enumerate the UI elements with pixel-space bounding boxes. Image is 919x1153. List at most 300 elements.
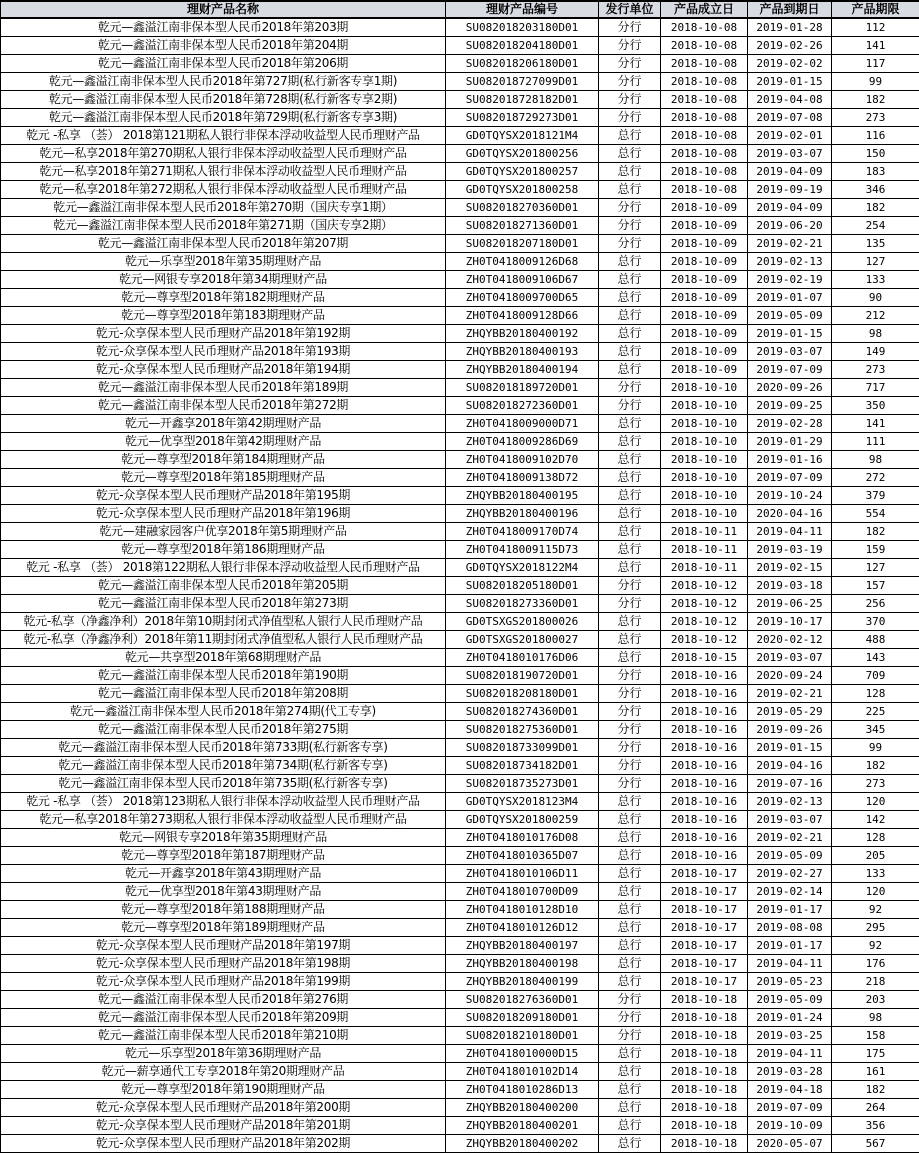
start-date-cell: 2018-10-18 — [661, 1009, 748, 1027]
product-code-cell: ZHQYBB20180400194 — [446, 361, 599, 379]
product-code-cell: SU082018204180D01 — [446, 37, 599, 55]
product-code-cell: ZH0T0418009106D67 — [446, 271, 599, 289]
product-name-cell: 乾元—鑫溢江南非保本型人民币2018年第204期 — [1, 37, 446, 55]
term-cell: 175 — [832, 1045, 919, 1063]
term-cell: 717 — [832, 379, 919, 397]
table-row — [1, 523, 919, 541]
table-row — [1, 145, 919, 163]
maturity-date-cell: 2019-02-21 — [748, 235, 832, 253]
issuer-cell: 分行 — [599, 577, 661, 595]
start-date-cell: 2018-10-08 — [661, 109, 748, 127]
term-cell: 99 — [832, 739, 919, 757]
maturity-date-cell: 2019-01-15 — [748, 325, 832, 343]
product-name-cell: 乾元—鑫溢江南非保本型人民币2018年第276期 — [1, 991, 446, 1009]
start-date-cell: 2018-10-11 — [661, 541, 748, 559]
table-row — [1, 199, 919, 217]
term-cell: 356 — [832, 1117, 919, 1135]
product-code-cell: ZH0T0418010128D10 — [446, 901, 599, 919]
table-row — [1, 397, 919, 415]
product-name-cell: 乾元—鑫溢江南非保本型人民币2018年第271期（国庆专享2期） — [1, 217, 446, 235]
table-row — [1, 181, 919, 199]
table-row — [1, 433, 919, 451]
issuer-cell: 分行 — [599, 703, 661, 721]
table-row — [1, 991, 919, 1009]
start-date-cell: 2018-10-08 — [661, 181, 748, 199]
issuer-cell: 分行 — [599, 379, 661, 397]
term-cell: 112 — [832, 18, 919, 37]
issuer-cell: 分行 — [599, 18, 661, 37]
table-row — [1, 361, 919, 379]
issuer-cell: 总行 — [599, 631, 661, 649]
issuer-cell: 总行 — [599, 1081, 661, 1099]
term-cell: 295 — [832, 919, 919, 937]
issuer-cell: 总行 — [599, 1135, 661, 1153]
issuer-cell: 分行 — [599, 1027, 661, 1045]
issuer-cell: 总行 — [599, 901, 661, 919]
start-date-cell: 2018-10-18 — [661, 991, 748, 1009]
issuer-cell: 总行 — [599, 919, 661, 937]
issuer-cell: 总行 — [599, 541, 661, 559]
start-date-cell: 2018-10-16 — [661, 847, 748, 865]
product-code-cell: ZHQYBB20180400202 — [446, 1135, 599, 1153]
issuer-cell: 分行 — [599, 109, 661, 127]
start-date-cell: 2018-10-08 — [661, 91, 748, 109]
product-name-cell: 乾元-众享保本型人民币理财产品2018年第194期 — [1, 361, 446, 379]
product-code-cell: ZHQYBB20180400197 — [446, 937, 599, 955]
start-date-cell: 2018-10-09 — [661, 343, 748, 361]
issuer-cell: 总行 — [599, 1045, 661, 1063]
product-name-cell: 乾元—尊享型2018年第183期理财产品 — [1, 307, 446, 325]
product-name-cell: 乾元—优享型2018年第43期理财产品 — [1, 883, 446, 901]
maturity-date-cell: 2019-03-28 — [748, 1063, 832, 1081]
product-code-cell: ZHQYBB20180400198 — [446, 955, 599, 973]
maturity-date-cell: 2020-04-16 — [748, 505, 832, 523]
product-code-cell: SU082018273360D01 — [446, 595, 599, 613]
start-date-cell: 2018-10-16 — [661, 829, 748, 847]
maturity-date-cell: 2019-03-07 — [748, 649, 832, 667]
issuer-cell: 总行 — [599, 415, 661, 433]
issuer-cell: 分行 — [599, 685, 661, 703]
table-row — [1, 109, 919, 127]
term-cell: 120 — [832, 793, 919, 811]
product-name-cell: 乾元—尊享型2018年第184期理财产品 — [1, 451, 446, 469]
product-code-cell: SU082018206180D01 — [446, 55, 599, 73]
product-name-cell: 乾元—鑫溢江南非保本型人民币2018年第189期 — [1, 379, 446, 397]
maturity-date-cell: 2019-01-17 — [748, 937, 832, 955]
table-row — [1, 271, 919, 289]
maturity-date-cell: 2019-04-09 — [748, 199, 832, 217]
term-cell: 345 — [832, 721, 919, 739]
maturity-date-cell: 2019-10-17 — [748, 613, 832, 631]
product-code-cell: ZH0T0418009000D71 — [446, 415, 599, 433]
maturity-date-cell: 2019-05-09 — [748, 307, 832, 325]
product-code-cell: SU082018275360D01 — [446, 721, 599, 739]
maturity-date-cell: 2020-09-24 — [748, 667, 832, 685]
table-row — [1, 415, 919, 433]
start-date-cell: 2018-10-09 — [661, 361, 748, 379]
table-row — [1, 703, 919, 721]
start-date-cell: 2018-10-18 — [661, 1099, 748, 1117]
term-cell: 554 — [832, 505, 919, 523]
maturity-date-cell: 2019-07-09 — [748, 361, 832, 379]
start-date-cell: 2018-10-10 — [661, 415, 748, 433]
product-name-cell: 乾元—尊享型2018年第186期理财产品 — [1, 541, 446, 559]
term-cell: 488 — [832, 631, 919, 649]
product-name-cell: 乾元 -私享 （荟） 2018第122期私人银行非保本浮动收益型人民币理财产品 — [1, 559, 446, 577]
start-date-cell: 2018-10-11 — [661, 559, 748, 577]
maturity-date-cell: 2019-10-24 — [748, 487, 832, 505]
table-row — [1, 343, 919, 361]
term-cell: 182 — [832, 1081, 919, 1099]
start-date-cell: 2018-10-15 — [661, 649, 748, 667]
term-cell: 350 — [832, 397, 919, 415]
term-cell: 182 — [832, 523, 919, 541]
product-code-cell: ZHQYBB20180400193 — [446, 343, 599, 361]
product-name-cell: 乾元-众享保本型人民币理财产品2018年第202期 — [1, 1135, 446, 1153]
start-date-cell: 2018-10-17 — [661, 955, 748, 973]
product-name-cell: 乾元-众享保本型人民币理财产品2018年第200期 — [1, 1099, 446, 1117]
maturity-date-cell: 2019-02-28 — [748, 415, 832, 433]
product-name-cell: 乾元—鑫溢江南非保本型人民币2018年第272期 — [1, 397, 446, 415]
product-code-cell: GD0TQYSX201800258 — [446, 181, 599, 199]
column-header-start-date: 产品成立日 — [661, 1, 748, 18]
maturity-date-cell: 2019-09-26 — [748, 721, 832, 739]
product-name-cell: 乾元—鑫溢江南非保本型人民币2018年第733期(私行新客专享) — [1, 739, 446, 757]
table-row — [1, 919, 919, 937]
issuer-cell: 分行 — [599, 217, 661, 235]
maturity-date-cell: 2019-02-26 — [748, 37, 832, 55]
maturity-date-cell: 2019-06-25 — [748, 595, 832, 613]
table-row — [1, 451, 919, 469]
term-cell: 273 — [832, 775, 919, 793]
issuer-cell: 总行 — [599, 127, 661, 145]
product-name-cell: 乾元—鑫溢江南非保本型人民币2018年第209期 — [1, 1009, 446, 1027]
term-cell: 116 — [832, 127, 919, 145]
product-name-cell: 乾元-众享保本型人民币理财产品2018年第198期 — [1, 955, 446, 973]
table-row — [1, 1027, 919, 1045]
start-date-cell: 2018-10-10 — [661, 397, 748, 415]
table-row — [1, 487, 919, 505]
start-date-cell: 2018-10-16 — [661, 703, 748, 721]
table-row — [1, 865, 919, 883]
issuer-cell: 分行 — [599, 73, 661, 91]
issuer-cell: 总行 — [599, 253, 661, 271]
term-cell: 150 — [832, 145, 919, 163]
table-row — [1, 505, 919, 523]
start-date-cell: 2018-10-08 — [661, 37, 748, 55]
table-row — [1, 163, 919, 181]
term-cell: 142 — [832, 811, 919, 829]
start-date-cell: 2018-10-09 — [661, 253, 748, 271]
product-code-cell: ZH0T0418009126D68 — [446, 253, 599, 271]
product-name-cell: 乾元—开鑫享2018年第43期理财产品 — [1, 865, 446, 883]
start-date-cell: 2018-10-10 — [661, 469, 748, 487]
issuer-cell: 总行 — [599, 1099, 661, 1117]
term-cell: 117 — [832, 55, 919, 73]
table-row — [1, 883, 919, 901]
start-date-cell: 2018-10-18 — [661, 1063, 748, 1081]
issuer-cell: 总行 — [599, 865, 661, 883]
maturity-date-cell: 2019-01-16 — [748, 451, 832, 469]
maturity-date-cell: 2019-01-24 — [748, 1009, 832, 1027]
maturity-date-cell: 2019-01-15 — [748, 739, 832, 757]
table-header — [1, 1, 919, 18]
start-date-cell: 2018-10-16 — [661, 739, 748, 757]
start-date-cell: 2018-10-09 — [661, 199, 748, 217]
product-name-cell: 乾元-众享保本型人民币理财产品2018年第192期 — [1, 325, 446, 343]
start-date-cell: 2018-10-08 — [661, 18, 748, 37]
table-row — [1, 127, 919, 145]
issuer-cell: 总行 — [599, 325, 661, 343]
product-name-cell: 乾元—尊享型2018年第185期理财产品 — [1, 469, 446, 487]
start-date-cell: 2018-10-10 — [661, 433, 748, 451]
term-cell: 256 — [832, 595, 919, 613]
product-code-cell: ZH0T0418010000D15 — [446, 1045, 599, 1063]
product-code-cell: SU082018735273D01 — [446, 775, 599, 793]
table-row — [1, 289, 919, 307]
product-code-cell: GD0TSXGS201800027 — [446, 631, 599, 649]
table-row — [1, 829, 919, 847]
column-header-issuer: 发行单位 — [599, 1, 661, 18]
table-row — [1, 847, 919, 865]
product-name-cell: 乾元—尊享型2018年第182期理财产品 — [1, 289, 446, 307]
product-code-cell: SU082018276360D01 — [446, 991, 599, 1009]
term-cell: 127 — [832, 559, 919, 577]
issuer-cell: 总行 — [599, 505, 661, 523]
product-name-cell: 乾元—鑫溢江南非保本型人民币2018年第205期 — [1, 577, 446, 595]
term-cell: 218 — [832, 973, 919, 991]
product-code-cell: ZH0T0418010365D07 — [446, 847, 599, 865]
product-code-cell: GD0TQYSX201800259 — [446, 811, 599, 829]
maturity-date-cell: 2019-05-09 — [748, 991, 832, 1009]
maturity-date-cell: 2019-04-16 — [748, 757, 832, 775]
maturity-date-cell: 2019-05-23 — [748, 973, 832, 991]
product-code-cell: SU082018727099D01 — [446, 73, 599, 91]
column-header-product-code: 理财产品编号 — [446, 1, 599, 18]
term-cell: 157 — [832, 577, 919, 595]
product-code-cell: ZHQYBB20180400196 — [446, 505, 599, 523]
issuer-cell: 总行 — [599, 829, 661, 847]
product-name-cell: 乾元—鑫溢江南非保本型人民币2018年第729期(私行新客专享3期) — [1, 109, 446, 127]
table-row — [1, 307, 919, 325]
issuer-cell: 总行 — [599, 487, 661, 505]
table-row — [1, 667, 919, 685]
issuer-cell: 总行 — [599, 271, 661, 289]
start-date-cell: 2018-10-18 — [661, 1135, 748, 1153]
table-row — [1, 1117, 919, 1135]
issuer-cell: 总行 — [599, 559, 661, 577]
table-row — [1, 649, 919, 667]
product-name-cell: 乾元—鑫溢江南非保本型人民币2018年第208期 — [1, 685, 446, 703]
maturity-date-cell: 2019-02-21 — [748, 685, 832, 703]
maturity-date-cell: 2019-10-09 — [748, 1117, 832, 1135]
start-date-cell: 2018-10-08 — [661, 145, 748, 163]
product-code-cell: ZH0T0418010700D09 — [446, 883, 599, 901]
maturity-date-cell: 2019-03-25 — [748, 1027, 832, 1045]
table-row — [1, 217, 919, 235]
table-row — [1, 973, 919, 991]
issuer-cell: 总行 — [599, 811, 661, 829]
start-date-cell: 2018-10-17 — [661, 901, 748, 919]
start-date-cell: 2018-10-18 — [661, 1081, 748, 1099]
issuer-cell: 总行 — [599, 613, 661, 631]
term-cell: 92 — [832, 901, 919, 919]
table-row — [1, 775, 919, 793]
product-code-cell: ZH0T0418010176D08 — [446, 829, 599, 847]
term-cell: 141 — [832, 37, 919, 55]
issuer-cell: 分行 — [599, 1009, 661, 1027]
product-code-cell: ZH0T0418009102D70 — [446, 451, 599, 469]
table-row — [1, 901, 919, 919]
start-date-cell: 2018-10-09 — [661, 307, 748, 325]
issuer-cell: 分行 — [599, 397, 661, 415]
maturity-date-cell: 2019-02-01 — [748, 127, 832, 145]
table-row — [1, 18, 919, 37]
maturity-date-cell: 2019-01-28 — [748, 18, 832, 37]
issuer-cell: 总行 — [599, 937, 661, 955]
maturity-date-cell: 2019-02-15 — [748, 559, 832, 577]
maturity-date-cell: 2019-04-09 — [748, 163, 832, 181]
maturity-date-cell: 2019-04-11 — [748, 1045, 832, 1063]
maturity-date-cell: 2019-09-19 — [748, 181, 832, 199]
start-date-cell: 2018-10-16 — [661, 685, 748, 703]
start-date-cell: 2018-10-10 — [661, 451, 748, 469]
table-row — [1, 613, 919, 631]
maturity-date-cell: 2019-04-11 — [748, 955, 832, 973]
product-code-cell: ZH0T0418009115D73 — [446, 541, 599, 559]
maturity-date-cell: 2019-01-29 — [748, 433, 832, 451]
maturity-date-cell: 2019-06-20 — [748, 217, 832, 235]
term-cell: 98 — [832, 451, 919, 469]
table-row — [1, 1099, 919, 1117]
term-cell: 128 — [832, 829, 919, 847]
product-code-cell: SU082018189720D01 — [446, 379, 599, 397]
table-row — [1, 1135, 919, 1153]
issuer-cell: 分行 — [599, 721, 661, 739]
product-code-cell: SU082018203180D01 — [446, 18, 599, 37]
column-header-product-name: 理财产品名称 — [1, 1, 446, 18]
maturity-date-cell: 2019-03-19 — [748, 541, 832, 559]
term-cell: 111 — [832, 433, 919, 451]
product-code-cell: SU082018733099D01 — [446, 739, 599, 757]
product-name-cell: 乾元—鑫溢江南非保本型人民币2018年第274期(代工专享) — [1, 703, 446, 721]
maturity-date-cell: 2019-08-08 — [748, 919, 832, 937]
start-date-cell: 2018-10-18 — [661, 1045, 748, 1063]
maturity-date-cell: 2019-02-27 — [748, 865, 832, 883]
maturity-date-cell: 2019-07-08 — [748, 109, 832, 127]
start-date-cell: 2018-10-10 — [661, 379, 748, 397]
term-cell: 212 — [832, 307, 919, 325]
product-name-cell: 乾元—乐享型2018年第35期理财产品 — [1, 253, 446, 271]
issuer-cell: 总行 — [599, 1063, 661, 1081]
product-code-cell: ZHQYBB20180400200 — [446, 1099, 599, 1117]
product-code-cell: ZHQYBB20180400195 — [446, 487, 599, 505]
product-name-cell: 乾元—乐享型2018年第36期理财产品 — [1, 1045, 446, 1063]
start-date-cell: 2018-10-17 — [661, 883, 748, 901]
start-date-cell: 2018-10-17 — [661, 973, 748, 991]
term-cell: 273 — [832, 109, 919, 127]
start-date-cell: 2018-10-16 — [661, 667, 748, 685]
product-name-cell: 乾元—开鑫享2018年第42期理财产品 — [1, 415, 446, 433]
term-cell: 709 — [832, 667, 919, 685]
issuer-cell: 总行 — [599, 1117, 661, 1135]
issuer-cell: 总行 — [599, 163, 661, 181]
table-row — [1, 811, 919, 829]
table-row — [1, 1009, 919, 1027]
product-code-cell: ZHQYBB20180400199 — [446, 973, 599, 991]
start-date-cell: 2018-10-17 — [661, 865, 748, 883]
issuer-cell: 分行 — [599, 37, 661, 55]
table-row — [1, 721, 919, 739]
term-cell: 567 — [832, 1135, 919, 1153]
term-cell: 183 — [832, 163, 919, 181]
maturity-date-cell: 2019-07-09 — [748, 1099, 832, 1117]
start-date-cell: 2018-10-09 — [661, 235, 748, 253]
table-row — [1, 379, 919, 397]
product-code-cell: SU082018205180D01 — [446, 577, 599, 595]
start-date-cell: 2018-10-12 — [661, 595, 748, 613]
header-row — [1, 1, 919, 18]
product-code-cell: GD0TQYSX201800257 — [446, 163, 599, 181]
product-name-cell: 乾元 -私享 （荟） 2018第121期私人银行非保本浮动收益型人民币理财产品 — [1, 127, 446, 145]
start-date-cell: 2018-10-08 — [661, 127, 748, 145]
product-name-cell: 乾元—鑫溢江南非保本型人民币2018年第734期(私行新客专享) — [1, 757, 446, 775]
maturity-date-cell: 2019-03-18 — [748, 577, 832, 595]
table-row — [1, 793, 919, 811]
product-name-cell: 乾元-众享保本型人民币理财产品2018年第195期 — [1, 487, 446, 505]
issuer-cell: 总行 — [599, 289, 661, 307]
table-row — [1, 577, 919, 595]
start-date-cell: 2018-10-18 — [661, 1117, 748, 1135]
start-date-cell: 2018-10-09 — [661, 271, 748, 289]
start-date-cell: 2018-10-09 — [661, 289, 748, 307]
table-row — [1, 955, 919, 973]
product-name-cell: 乾元—鑫溢江南非保本型人民币2018年第275期 — [1, 721, 446, 739]
start-date-cell: 2018-10-10 — [661, 487, 748, 505]
product-name-cell: 乾元—薪享通代工专享2018年第20期理财产品 — [1, 1063, 446, 1081]
issuer-cell: 总行 — [599, 955, 661, 973]
product-code-cell: ZH0T0418010102D14 — [446, 1063, 599, 1081]
product-name-cell: 乾元—鑫溢江南非保本型人民币2018年第190期 — [1, 667, 446, 685]
maturity-date-cell: 2019-04-08 — [748, 91, 832, 109]
product-code-cell: ZHQYBB20180400201 — [446, 1117, 599, 1135]
start-date-cell: 2018-10-08 — [661, 55, 748, 73]
start-date-cell: 2018-10-16 — [661, 793, 748, 811]
term-cell: 225 — [832, 703, 919, 721]
table-row — [1, 73, 919, 91]
product-name-cell: 乾元-众享保本型人民币理财产品2018年第193期 — [1, 343, 446, 361]
term-cell: 98 — [832, 1009, 919, 1027]
issuer-cell: 总行 — [599, 973, 661, 991]
maturity-date-cell: 2020-02-12 — [748, 631, 832, 649]
table-row — [1, 559, 919, 577]
start-date-cell: 2018-10-17 — [661, 919, 748, 937]
table-row — [1, 541, 919, 559]
term-cell: 128 — [832, 685, 919, 703]
term-cell: 346 — [832, 181, 919, 199]
table-row — [1, 739, 919, 757]
table-row — [1, 595, 919, 613]
product-code-cell: GD0TQYSX2018122M4 — [446, 559, 599, 577]
table-row — [1, 937, 919, 955]
start-date-cell: 2018-10-12 — [661, 613, 748, 631]
maturity-date-cell: 2019-03-07 — [748, 343, 832, 361]
product-name-cell: 乾元—尊享型2018年第188期理财产品 — [1, 901, 446, 919]
maturity-date-cell: 2019-09-25 — [748, 397, 832, 415]
product-code-cell: ZH0T0418010176D06 — [446, 649, 599, 667]
table-row — [1, 631, 919, 649]
product-code-cell: ZH0T0418009700D65 — [446, 289, 599, 307]
